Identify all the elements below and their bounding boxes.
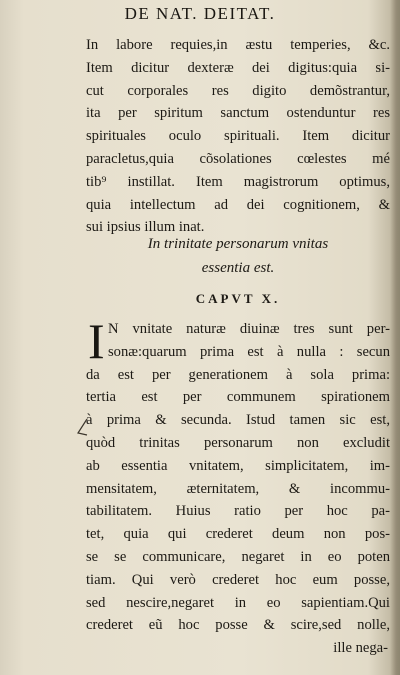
running-head: DE NAT. DEITAT.: [124, 4, 276, 23]
drop-capital: I: [88, 313, 105, 369]
text-line: spirituales oculo spirituali. Item dicitur: [86, 128, 390, 145]
page-edge: [390, 0, 400, 675]
text-line: à prima & secunda. Istud tamen sic est,: [86, 412, 390, 429]
chapter-number: CAPVT X.: [195, 291, 281, 306]
text-line: tiam. Qui verò crederet hoc eum posse,: [86, 571, 390, 588]
text-line: sed nescire,negaret in eo sapientiam.Qui: [86, 594, 390, 611]
text-line: se se communicare, negaret in eo poten: [86, 548, 390, 565]
text-line: sui ipsius illum inat.: [86, 219, 205, 236]
text-line: cut corporales res digito demõstrantur,: [86, 82, 390, 99]
paragraph-1: [86, 34, 390, 239]
text-line: ab essentia vnitatem, simplicitatem, im-: [86, 457, 390, 474]
text-line: tet, quia qui crederet deum non pos-: [86, 526, 390, 543]
text-line: quòd trinitas personarum non excludit: [86, 434, 390, 451]
text-line: tabilitatem. Huius ratio per hoc pa-: [86, 503, 390, 520]
chapter-heading-line-1: In trinitate personarum vnitas: [147, 236, 329, 252]
text-line: Item dicitur dexteræ dei digitus:quia si-: [86, 59, 390, 76]
text-line: crederet eũ hoc posse & scire,sed nolle,: [86, 617, 390, 634]
text-line: In labore requies,in æstu temperies, &c.: [86, 37, 390, 53]
text-line: mensitatem, æternitatem, & incommu-: [86, 480, 390, 497]
text-line: N vnitate naturæ diuinæ tres sunt per-: [108, 321, 390, 337]
paragraph-2-opening: [108, 318, 390, 364]
text-line: tertia est per communem spirationem: [86, 389, 390, 406]
text-line: ille nega-: [333, 640, 388, 657]
text-line: sonæ:quarum prima est à nulla : secun: [108, 343, 390, 360]
text-line: tib⁹ instillat. Item magistrorum optimus,: [86, 173, 390, 190]
text-line: ita per spiritum sanctum ostenduntur res: [86, 105, 390, 122]
paragraph-2: [86, 364, 390, 660]
chapter-heading-line-2: essentia est.: [201, 260, 275, 276]
text-line: quia intellectum ad dei cognitionem, &: [86, 196, 390, 213]
text-line: paracletus,quia cõsolationes cœlestes mé: [86, 150, 390, 167]
margin-pen-mark: [75, 418, 89, 436]
text-line: da est per generationem à sola prima:: [86, 366, 390, 383]
